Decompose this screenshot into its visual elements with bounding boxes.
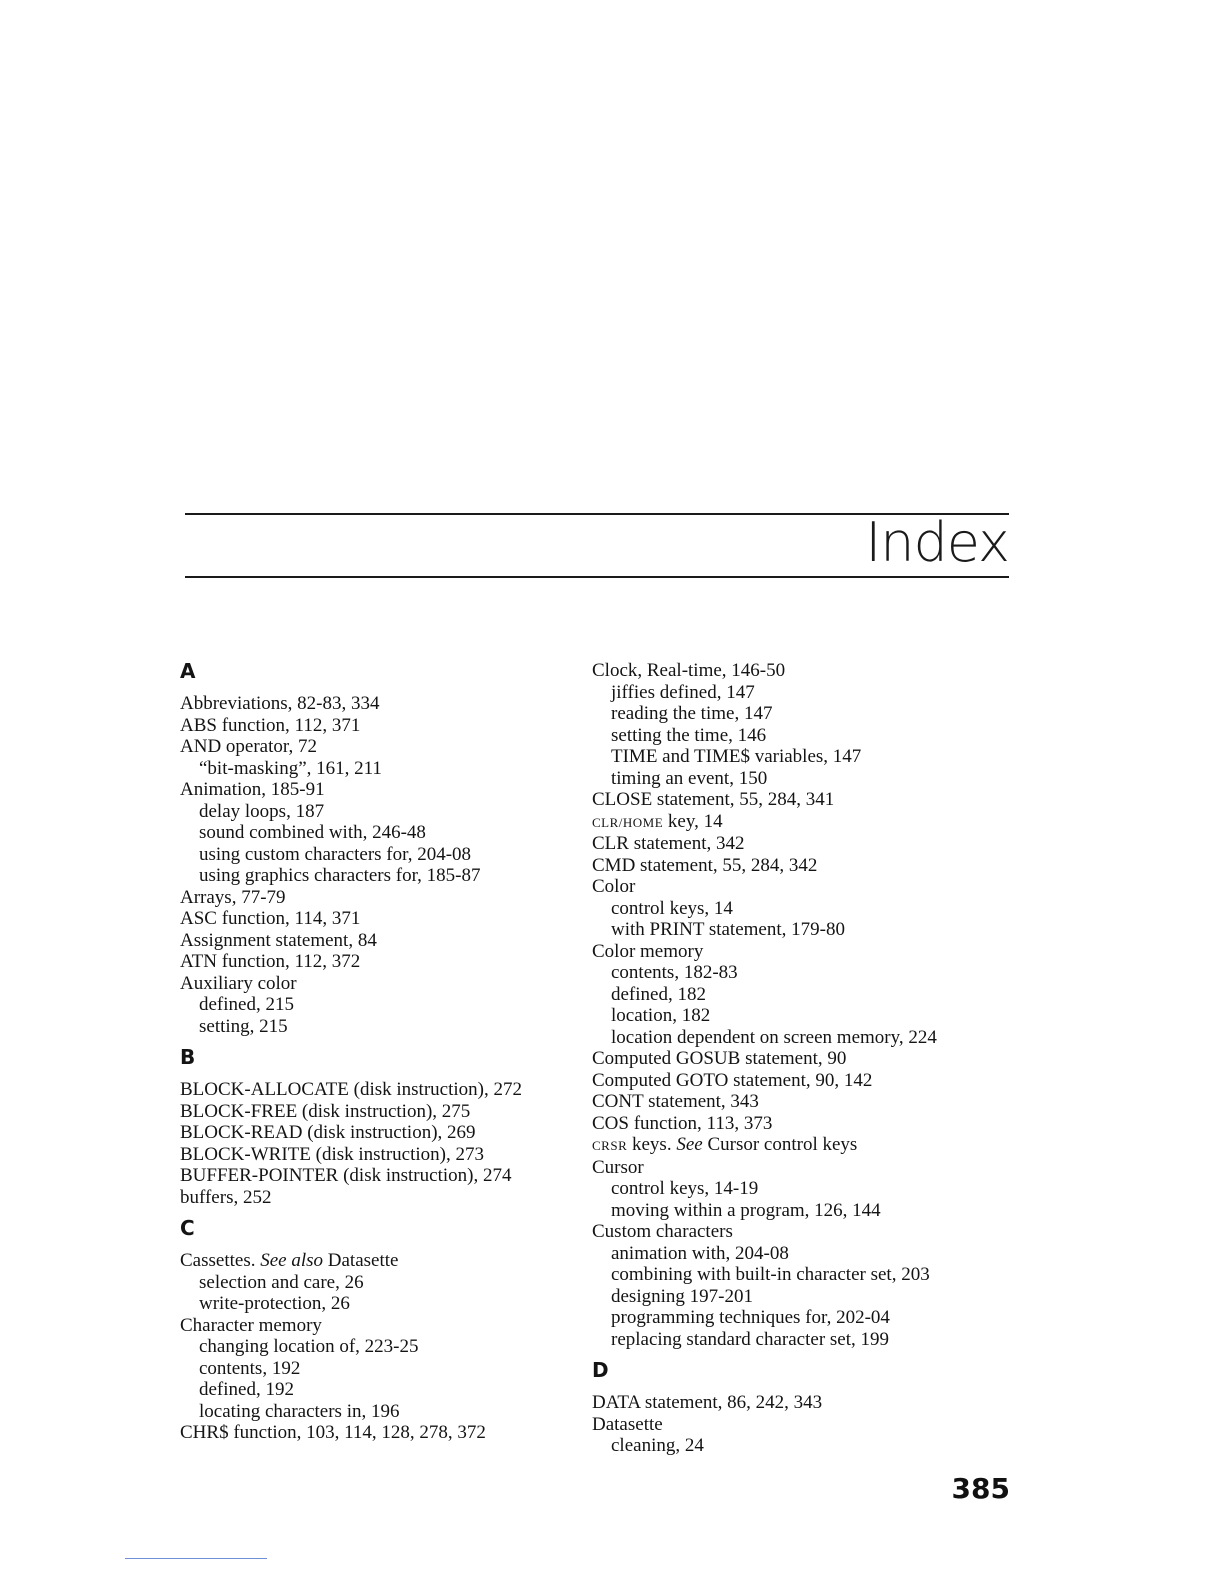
index-entry — [180, 779, 570, 801]
index-subentry — [592, 725, 1012, 747]
entry-text: changing location of, 223-25 — [199, 1336, 419, 1357]
entry-text: ABS function, 112, 371 — [180, 714, 361, 736]
entry-text: ASC function, 114, 371 — [180, 908, 361, 929]
index-entry — [180, 1079, 570, 1101]
index-entry — [180, 887, 570, 909]
index-section — [592, 1359, 1012, 1457]
index-subentry — [592, 703, 1012, 725]
entry-text: buffers, 252 — [180, 1186, 272, 1208]
index-entry — [592, 855, 1012, 877]
entry-text: Datasette — [592, 1413, 663, 1435]
index-subentry — [180, 1016, 570, 1038]
entry-text: AND operator, 72 — [180, 736, 317, 757]
index-entry — [180, 715, 570, 737]
index-entry — [592, 660, 1012, 682]
entry-text: BLOCK-ALLOCATE (disk instruction), 272 — [180, 1079, 522, 1100]
entry-text: cleaning, 24 — [611, 1435, 704, 1456]
entry-text: locating characters in, 196 — [199, 1400, 400, 1422]
entry-text: CMD statement, 55, 284, 342 — [592, 854, 818, 876]
index-subentry — [180, 1272, 570, 1294]
entry-text: setting the time, 146 — [611, 724, 767, 746]
index-entry — [180, 973, 570, 995]
entry-text: COS function, 113, 373 — [592, 1112, 773, 1134]
entry-text: timing an event, 150 — [611, 767, 768, 789]
index-entry — [180, 930, 570, 952]
page-title: Index — [865, 511, 1009, 574]
entry-text: designing 197-201 — [611, 1285, 753, 1307]
entry-text: write-protection, 26 — [199, 1293, 350, 1314]
entry-text: using graphics characters for, 185-87 — [199, 865, 481, 886]
entry-text: “bit-masking”, 161, 211 — [199, 757, 382, 779]
index-section — [592, 660, 1012, 1350]
entry-text: delay loops, 187 — [199, 800, 325, 822]
index-entry — [180, 1101, 570, 1123]
section-letter: C — [180, 1216, 195, 1240]
index-entry — [180, 736, 570, 758]
index-entry — [180, 1250, 570, 1272]
entry-text: key, 14 — [663, 810, 723, 832]
index-entry — [592, 1221, 1012, 1243]
entry-text: Color — [592, 876, 636, 897]
index-subentry — [592, 1435, 1012, 1457]
entry-text: defined, 192 — [199, 1379, 294, 1400]
index-entry — [592, 1134, 1012, 1157]
entry-text: Computed GOSUB statement, 90 — [592, 1048, 847, 1069]
index-entry — [592, 1113, 1012, 1135]
title-rule-bottom — [185, 576, 1009, 578]
index-entry — [180, 1165, 570, 1187]
index-subentry — [180, 1401, 570, 1423]
index-column-left — [180, 660, 570, 1453]
index-subentry — [180, 822, 570, 844]
index-entry — [592, 833, 1012, 855]
entry-text: See also — [260, 1250, 324, 1271]
index-subentry — [180, 994, 570, 1016]
entry-text: defined, 182 — [611, 983, 706, 1005]
index-subentry — [592, 984, 1012, 1006]
index-entry — [180, 1122, 570, 1144]
entry-text: combining with built-in character set, 203 — [611, 1264, 930, 1285]
index-entry — [180, 1144, 570, 1166]
index-section — [180, 1046, 570, 1208]
index-entry — [180, 1187, 570, 1209]
index-subentry — [180, 801, 570, 823]
index-subentry — [592, 962, 1012, 984]
index-entry — [592, 1157, 1012, 1179]
entry-text: Color memory — [592, 940, 704, 962]
entry-text: Cursor — [592, 1156, 644, 1178]
entry-text: Auxiliary color — [180, 972, 297, 994]
entry-text: contents, 192 — [199, 1357, 301, 1379]
entry-text: DATA statement, 86, 242, 343 — [592, 1392, 823, 1413]
entry-text: Custom characters — [592, 1221, 733, 1242]
index-entry — [592, 876, 1012, 898]
index-subentry — [180, 758, 570, 780]
index-subentry — [180, 844, 570, 866]
index-entry — [592, 941, 1012, 963]
index-entry — [592, 789, 1012, 811]
index-subentry — [180, 1358, 570, 1380]
index-entry — [592, 811, 1012, 834]
entry-text: BLOCK-READ (disk instruction), 269 — [180, 1122, 476, 1143]
entry-text: reading the time, 147 — [611, 703, 773, 724]
entry-text: location dependent on screen memory, 224 — [611, 1026, 937, 1048]
entry-text: BLOCK-FREE (disk instruction), 275 — [180, 1100, 471, 1122]
entry-text: contents, 182-83 — [611, 962, 738, 983]
page-number: 385 — [951, 1472, 1010, 1505]
index-entry — [180, 951, 570, 973]
index-subentry — [592, 1178, 1012, 1200]
entry-text: Clock, Real-time, 146-50 — [592, 660, 786, 681]
entry-text: Cassettes. — [180, 1250, 261, 1271]
section-letter: B — [180, 1045, 196, 1069]
index-section — [180, 1217, 570, 1444]
index-subentry — [592, 919, 1012, 941]
entry-text: ATN function, 112, 372 — [180, 951, 361, 972]
index-subentry — [592, 1027, 1012, 1049]
index-subentry — [592, 1200, 1012, 1222]
entry-text: CHR$ function, 103, 114, 128, 278, 372 — [180, 1422, 486, 1443]
entry-text: BLOCK-WRITE (disk instruction), 273 — [180, 1143, 484, 1165]
entry-text: TIME and TIME$ variables, 147 — [611, 746, 862, 767]
entry-text: Datasette — [323, 1250, 399, 1271]
index-subentry — [592, 1329, 1012, 1351]
section-letter: A — [180, 659, 196, 683]
index-entry — [592, 1070, 1012, 1092]
index-entry — [180, 1422, 570, 1444]
footer-line — [125, 1558, 267, 1559]
index-entry — [592, 1048, 1012, 1070]
index-column-right — [592, 660, 1012, 1466]
entry-text: Cursor control keys — [702, 1134, 858, 1155]
entry-text: keys. — [627, 1134, 677, 1155]
entry-text: with PRINT statement, 179-80 — [611, 919, 845, 940]
section-letter: D — [592, 1358, 609, 1382]
index-subentry — [592, 1307, 1012, 1329]
entry-text: moving within a program, 126, 144 — [611, 1199, 881, 1221]
entry-text: See — [676, 1134, 703, 1155]
entry-text: Computed GOTO statement, 90, 142 — [592, 1069, 873, 1091]
entry-text: Animation, 185-91 — [180, 779, 325, 800]
entry-text: jiffies defined, 147 — [611, 681, 755, 703]
index-entry — [180, 1315, 570, 1337]
entry-text: control keys, 14 — [611, 897, 733, 919]
entry-text: sound combined with, 246-48 — [199, 822, 426, 843]
entry-text: using custom characters for, 204-08 — [199, 843, 472, 865]
index-subentry — [592, 1005, 1012, 1027]
index-subentry — [592, 746, 1012, 768]
index-entry — [592, 1091, 1012, 1113]
entry-text: Arrays, 77-79 — [180, 886, 286, 908]
index-subentry — [592, 1243, 1012, 1265]
entry-text: Character memory — [180, 1314, 322, 1336]
index-entry — [592, 1392, 1012, 1414]
index-subentry — [592, 768, 1012, 790]
index-subentry — [180, 1379, 570, 1401]
entry-text: CLR/HOME — [592, 814, 664, 830]
entry-text: CLOSE statement, 55, 284, 341 — [592, 789, 835, 810]
entry-text: setting, 215 — [199, 1015, 288, 1037]
entry-text: programming techniques for, 202-04 — [611, 1307, 890, 1328]
entry-text: animation with, 204-08 — [611, 1242, 789, 1264]
entry-text: location, 182 — [611, 1005, 711, 1026]
entry-text: selection and care, 26 — [199, 1271, 364, 1293]
entry-text: Assignment statement, 84 — [180, 929, 377, 951]
index-subentry — [592, 1264, 1012, 1286]
index-entry — [180, 693, 570, 715]
entry-text: Abbreviations, 82-83, 334 — [180, 693, 380, 714]
entry-text: CONT statement, 343 — [592, 1091, 759, 1112]
entry-text: CLR statement, 342 — [592, 833, 745, 854]
index-subentry — [592, 1286, 1012, 1308]
entry-text: defined, 215 — [199, 994, 294, 1015]
index-subentry — [592, 898, 1012, 920]
index-entry — [592, 1414, 1012, 1436]
index-section — [180, 660, 570, 1037]
entry-text: BUFFER-POINTER (disk instruction), 274 — [180, 1165, 512, 1186]
index-subentry — [592, 682, 1012, 704]
index-entry — [180, 908, 570, 930]
entry-text: control keys, 14-19 — [611, 1178, 759, 1199]
index-subentry — [180, 865, 570, 887]
entry-text: CRSR — [592, 1138, 628, 1153]
index-subentry — [180, 1293, 570, 1315]
index-subentry — [180, 1336, 570, 1358]
entry-text: replacing standard character set, 199 — [611, 1328, 890, 1350]
